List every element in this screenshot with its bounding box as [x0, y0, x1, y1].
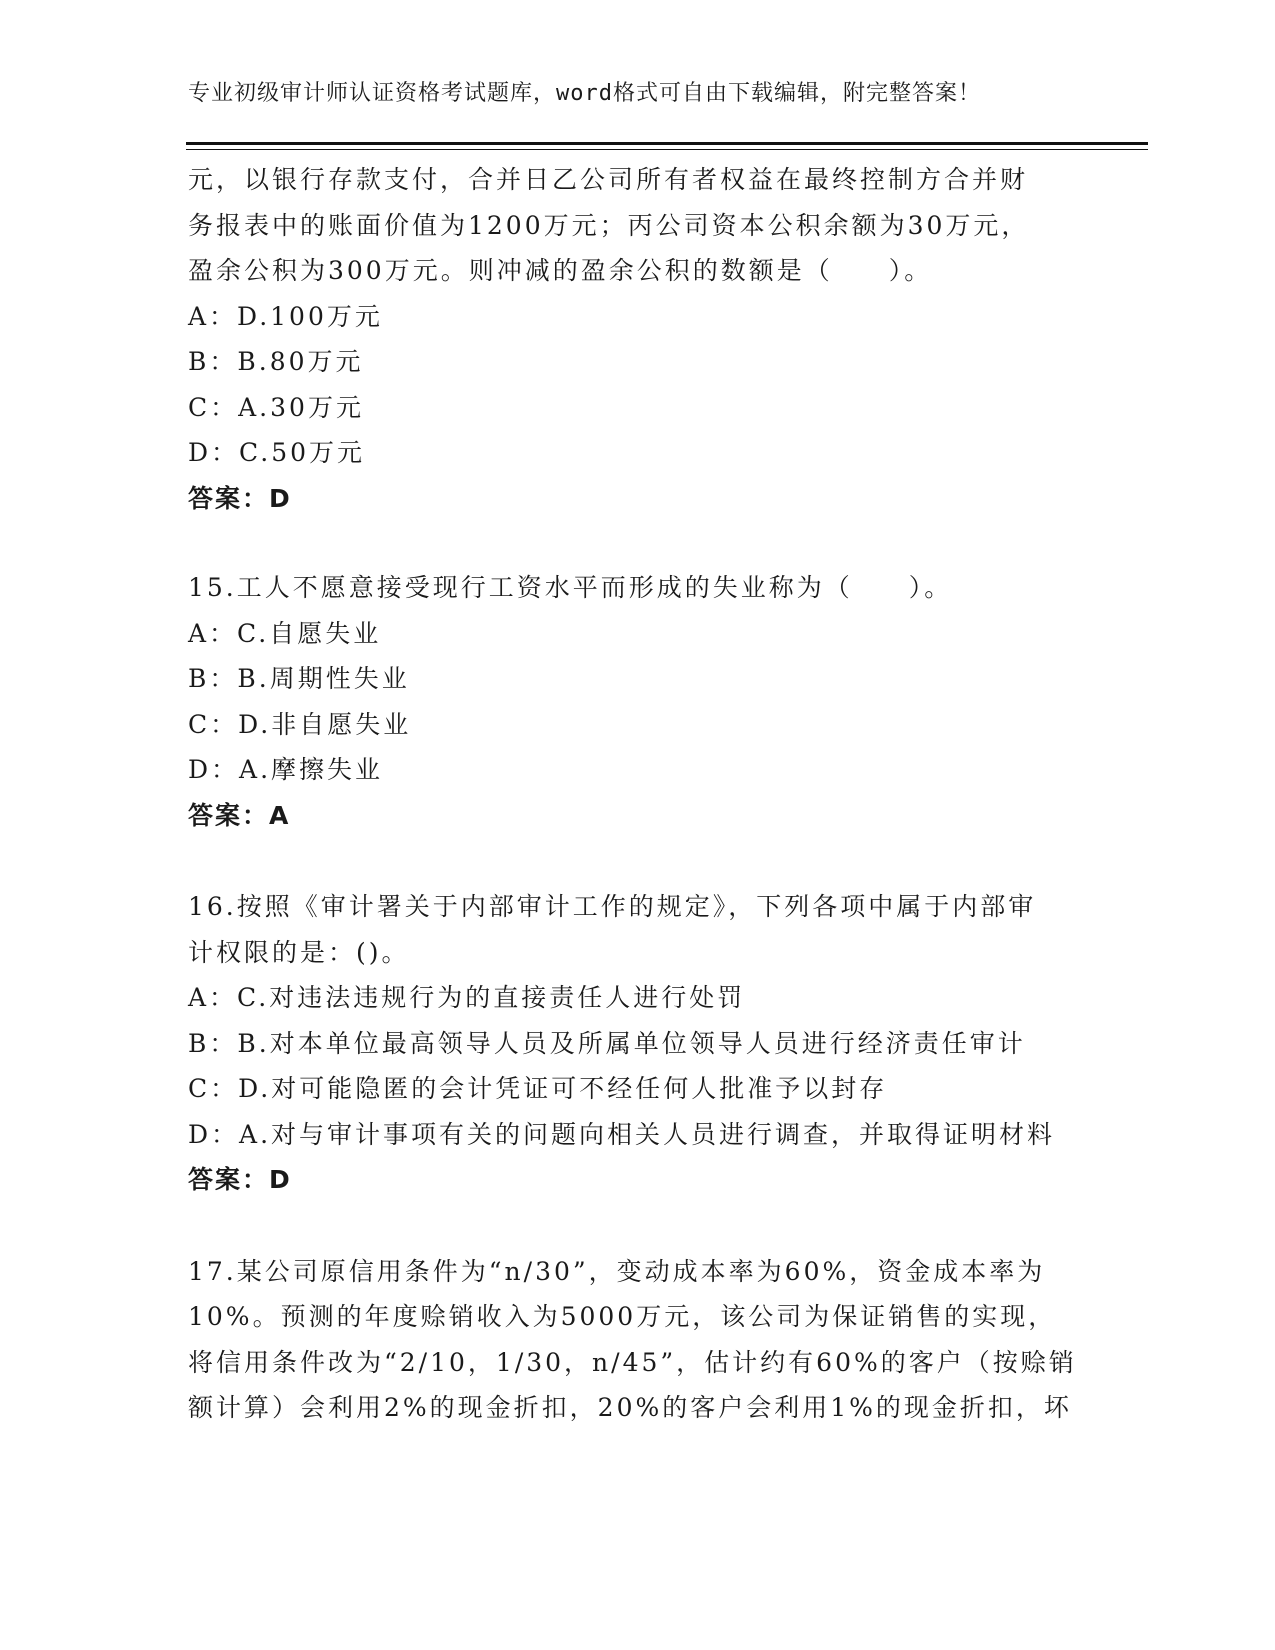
question-stem-line: 将信用条件改为“2/10，1/30，n/45”，估计约有60%的客户（按赊销: [188, 1347, 1077, 1377]
option-c: C：A.30万元: [188, 392, 364, 422]
question-stem-line: 10%。预测的年度赊销收入为5000万元，该公司为保证销售的实现，: [188, 1302, 1057, 1331]
answer-line: 答案：D: [188, 483, 292, 513]
option-a: A：C.自愿失业: [188, 618, 382, 648]
option-d: D：A.对与审计事项有关的问题向相关人员进行调查，并取得证明材料: [188, 1119, 1056, 1149]
question-stem-line: 16.按照《审计署关于内部审计工作的规定》，下列各项中属于内部审: [188, 892, 1037, 921]
option-c: C：D.非自愿失业: [188, 709, 412, 739]
spacer: [188, 838, 1138, 884]
question-stem-line: 务报表中的账面价值为1200万元；丙公司资本公积余额为30万元，: [188, 210, 1030, 240]
option-d: D：C.50万元: [188, 438, 366, 467]
header-rule-thick: [186, 142, 1148, 145]
spacer: [188, 521, 1138, 565]
page-header: 专业初级审计师认证资格考试题库，word格式可自由下载编辑，附完整答案！: [188, 81, 981, 106]
option-d: D：A.摩擦失业: [188, 755, 384, 784]
option-b: B：B.周期性失业: [188, 664, 410, 693]
question-16: [188, 884, 1138, 1203]
option-a: A：D.100万元: [188, 301, 383, 331]
question-17: [188, 1249, 1138, 1431]
question-14: [188, 157, 1138, 521]
document-body: [188, 157, 1138, 1431]
question-stem-line: 17.某公司原信用条件为“n/30”，变动成本率为60%，资金成本率为: [188, 1256, 1046, 1286]
question-stem-line: 计权限的是：()。: [188, 937, 410, 967]
option-b: B：B.80万元: [188, 347, 364, 376]
question-stem-line: 元，以银行存款支付，合并日乙公司所有者权益在最终控制方合并财: [188, 165, 1029, 194]
header-rule-thin: [186, 149, 1148, 150]
answer-line: 答案：A: [188, 800, 291, 830]
question-stem-line: 额计算）会利用2%的现金折扣，20%的客户会利用1%的现金折扣，坏: [188, 1393, 1072, 1422]
option-a: A：C.对违法违规行为的直接责任人进行处罚: [188, 983, 746, 1012]
question-15: [188, 565, 1138, 838]
question-stem-line: 15.工人不愿意接受现行工资水平而形成的失业称为（ ）。: [188, 573, 953, 602]
question-stem-line: 盈余公积为300万元。则冲减的盈余公积的数额是（ ）。: [188, 256, 933, 285]
spacer: [188, 1203, 1138, 1249]
option-b: B：B.对本单位最高领导人员及所属单位领导人员进行经济责任审计: [188, 1028, 1026, 1058]
answer-line: 答案：D: [188, 1165, 292, 1194]
option-c: C：D.对可能隐匿的会计凭证可不经任何人批准予以封存: [188, 1074, 888, 1103]
